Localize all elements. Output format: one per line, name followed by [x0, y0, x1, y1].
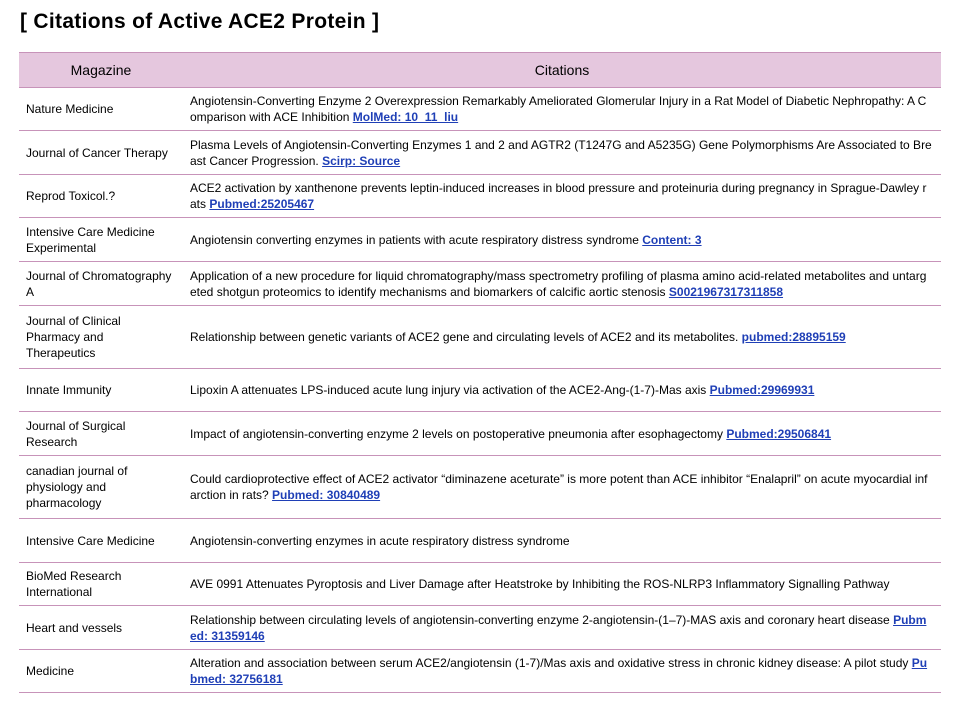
citation-cell [183, 412, 941, 456]
table-row [19, 369, 941, 412]
magazine-cell: Nature Medicine [19, 88, 183, 131]
table-row [19, 175, 941, 218]
table-header-row [19, 53, 941, 88]
citation-text: Angiotensin converting enzymes in patients with acute respiratory distress syndrome [190, 232, 639, 247]
citations-column-header: Citations [183, 53, 941, 88]
citation-cell [183, 563, 941, 606]
citation-cell [183, 131, 941, 175]
table-row [19, 650, 941, 693]
citation-cell [183, 606, 941, 650]
citation-cell [183, 519, 941, 563]
citation-link[interactable]: Scirp: Source [322, 153, 401, 168]
citation-link[interactable]: Pubmed:29969931 [709, 383, 815, 397]
citations-table [19, 52, 941, 693]
citation-text: Could cardioprotective effect of ACE2 activator “diminazene aceturate” is more potent than ACE inhibitor “Enalapril” on acute myocardial infarction in rats? [190, 472, 928, 502]
magazine-column-header: Magazine [19, 53, 183, 88]
citation-cell [183, 456, 941, 519]
table-row [19, 306, 941, 369]
citation-link[interactable]: Pubmed:29506841 [726, 426, 832, 441]
citation-link[interactable]: Content: 3 [642, 232, 702, 247]
citation-text: Application of a new procedure for liquid chromatography/mass spectrometry profiling of plasma amino acid-related metabolites and untargeted shotgun proteomics to identify mechanisms and biomarkers of calcific aortic stenosis [190, 268, 927, 299]
magazine-cell: canadian journal of physiology and pharmacology [19, 456, 183, 519]
magazine-cell: Intensive Care Medicine Experimental [19, 218, 183, 262]
page-title: [ Citations of Active ACE2 Protein ] [20, 10, 380, 33]
citation-text: AVE 0991 Attenuates Pyroptosis and Liver Damage after Heatstroke by Inhibiting the ROS-NLRP3 Inflammatory Signalling Pathway [190, 577, 890, 591]
table-row [19, 412, 941, 456]
table-row [19, 519, 941, 563]
table-row [19, 88, 941, 131]
citation-cell [183, 262, 941, 306]
magazine-cell: Journal of Surgical Research [19, 412, 183, 456]
magazine-cell: Journal of Clinical Pharmacy and Therapeutics [19, 306, 183, 369]
table-row [19, 131, 941, 175]
citation-text: ACE2 activation by xanthenone prevents leptin-induced increases in blood pressure and proteinuria during pregnancy in Sprague-Dawley rats [190, 181, 927, 211]
citation-text: Lipoxin A attenuates LPS-induced acute lung injury via activation of the ACE2-Ang-(1-7)-Mas axis [190, 383, 707, 397]
citation-cell [183, 650, 941, 693]
table-row [19, 262, 941, 306]
citation-cell [183, 88, 941, 131]
citation-link[interactable]: Pubmed: 30840489 [272, 488, 381, 502]
table-row [19, 606, 941, 650]
citation-link[interactable]: S0021967317311858 [668, 284, 784, 299]
citation-text: Angiotensin-Converting Enzyme 2 Overexpression Remarkably Ameliorated Glomerular Injury in a Rat Model of Diabetic Nephropathy: A Comparison with ACE Inhibition [190, 94, 927, 124]
magazine-cell: Intensive Care Medicine [19, 519, 183, 563]
citation-text: Plasma Levels of Angiotensin-Converting Enzymes 1 and 2 and AGTR2 (T1247G and A5235G) Gene Polymorphisms Are Associated to Breast Cancer Progression. [190, 137, 932, 168]
citation-text: Impact of angiotensin-converting enzyme 2 levels on postoperative pneumonia after esophagectomy [190, 426, 723, 441]
magazine-cell: BioMed Research International [19, 563, 183, 606]
citation-link[interactable]: Pubmed: 31359146 [190, 612, 927, 643]
magazine-cell: Journal of Chromatography A [19, 262, 183, 306]
citation-link[interactable]: Pubmed: 32756181 [190, 656, 928, 686]
magazine-cell: Heart and vessels [19, 606, 183, 650]
citation-cell [183, 175, 941, 218]
citation-text: Angiotensin-converting enzymes in acute respiratory distress syndrome [190, 533, 570, 548]
citation-link[interactable]: MolMed: 10_11_liu [352, 110, 459, 124]
table-row [19, 563, 941, 606]
table-row [19, 218, 941, 262]
citation-text: Relationship between circulating levels of angiotensin-converting enzyme 2-angiotensin-(1–7)-MAS axis and coronary heart disease [190, 612, 890, 627]
magazine-cell: Reprod Toxicol.? [19, 175, 183, 218]
citation-link[interactable]: Pubmed:25205467 [209, 197, 315, 211]
citation-link[interactable]: pubmed:28895159 [741, 330, 846, 344]
table-row [19, 456, 941, 519]
magazine-cell: Medicine [19, 650, 183, 693]
citation-text: Relationship between genetic variants of ACE2 gene and circulating levels of ACE2 and its metabolites. [190, 330, 739, 344]
citation-text: Alteration and association between serum ACE2/angiotensin (1-7)/Mas axis and oxidative stress in chronic kidney disease: A pilot study [190, 656, 909, 670]
magazine-cell: Innate Immunity [19, 369, 183, 412]
citation-cell [183, 306, 941, 369]
citation-cell [183, 218, 941, 262]
citation-cell [183, 369, 941, 412]
magazine-cell: Journal of Cancer Therapy [19, 131, 183, 175]
